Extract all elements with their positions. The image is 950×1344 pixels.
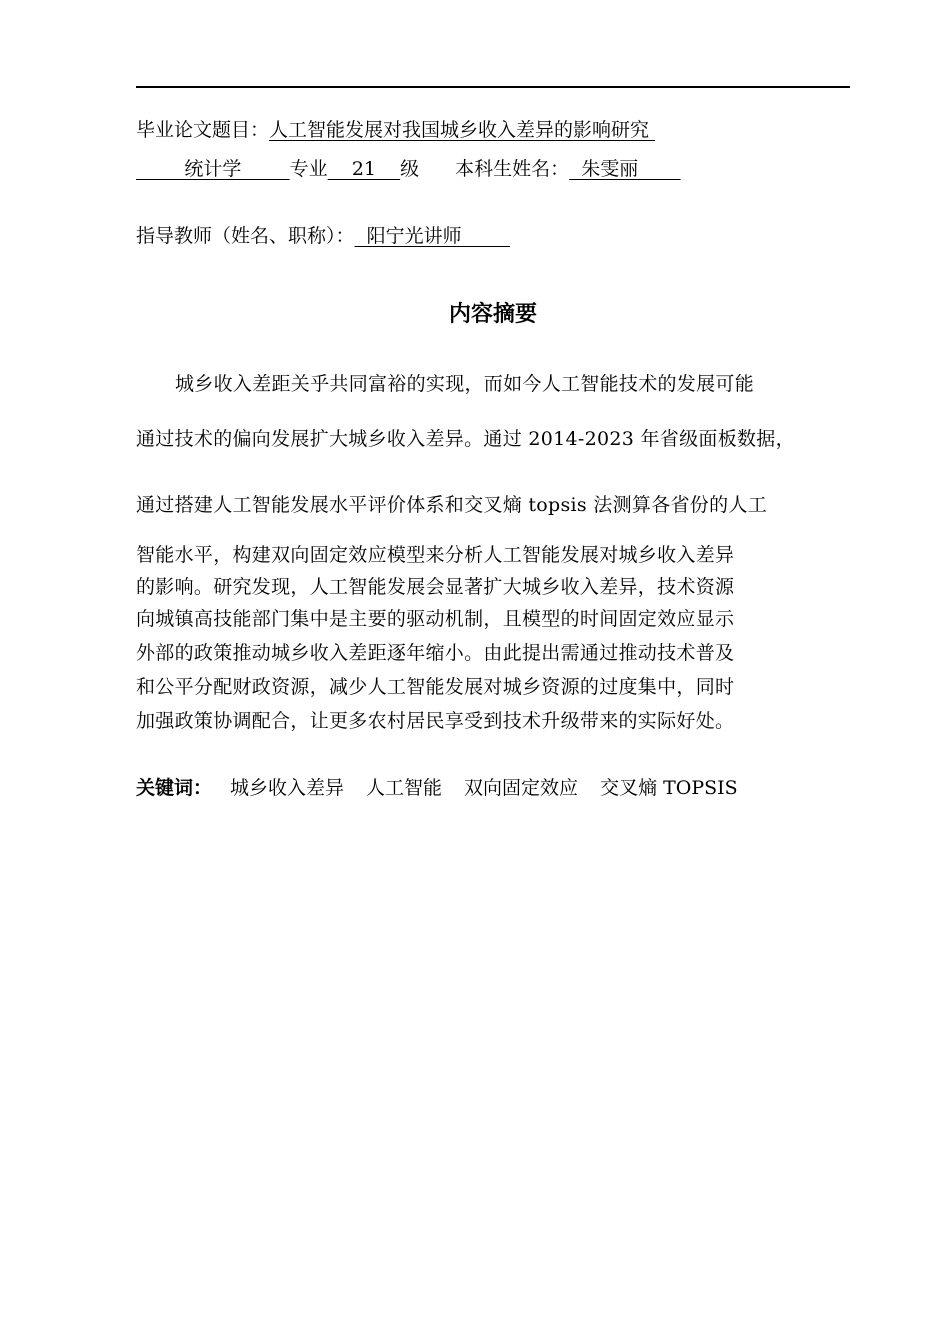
major-grade-student-line (136, 156, 681, 182)
keywords-label: 关键词： (136, 777, 213, 799)
abstract-line: 的影响。研究发现，人工智能发展会显著扩大城乡收入差异，技术资源 (136, 576, 735, 598)
keyword-item: 交叉熵 TOPSIS (600, 777, 738, 799)
keyword-item: 人工智能 (366, 777, 443, 799)
student-name-value: 朱雯丽 (569, 158, 681, 180)
thesis-title-value: 人工智能发展对我国城乡收入差异的影响研究 (269, 119, 656, 141)
abstract-line: 智能水平，构建双向固定效应模型来分析人工智能发展对城乡收入差异 (136, 544, 735, 566)
abstract-line: 城乡收入差距关乎共同富裕的实现，而如今人工智能技术的发展可能 (175, 373, 755, 395)
abstract-line: 外部的政策推动城乡收入差距逐年缩小。由此提出需通过推动技术普及 (136, 642, 735, 664)
abstract-line: 和公平分配财政资源，减少人工智能发展对城乡资源的过度集中，同时 (136, 676, 735, 698)
grade-value: 21 (327, 158, 401, 180)
abstract-line: 通过技术的偏向发展扩大城乡收入差异。通过 2014-2023 年省级面板数据， (136, 428, 795, 450)
advisor-line (136, 223, 510, 249)
thesis-title-label: 毕业论文题目： (136, 119, 270, 141)
abstract-heading: 内容摘要 (448, 302, 537, 327)
abstract-line: 向城镇高技能部门集中是主要的驱动机制，且模型的时间固定效应显示 (136, 608, 735, 630)
abstract-line: 通过搭建人工智能发展水平评价体系和交叉熵 topsis 法测算各省份的人工 (136, 494, 767, 516)
advisor-label: 指导教师（姓名、职称）： (136, 225, 355, 247)
abstract-line: 加强政策协调配合，让更多农村居民享受到技术升级带来的实际好处。 (136, 710, 735, 732)
major-value: 统计学 (136, 158, 290, 180)
keyword-item: 城乡收入差异 (230, 777, 345, 799)
major-label: 专业 (289, 158, 328, 180)
top-rule (136, 86, 850, 88)
grade-label: 级 (400, 158, 420, 180)
student-name-label: 本科生姓名： (455, 158, 570, 180)
advisor-value: 阳宁光讲师 (354, 225, 510, 247)
thesis-title-line (136, 117, 655, 143)
keyword-item: 双向固定效应 (464, 777, 579, 799)
keywords-line (136, 773, 738, 800)
